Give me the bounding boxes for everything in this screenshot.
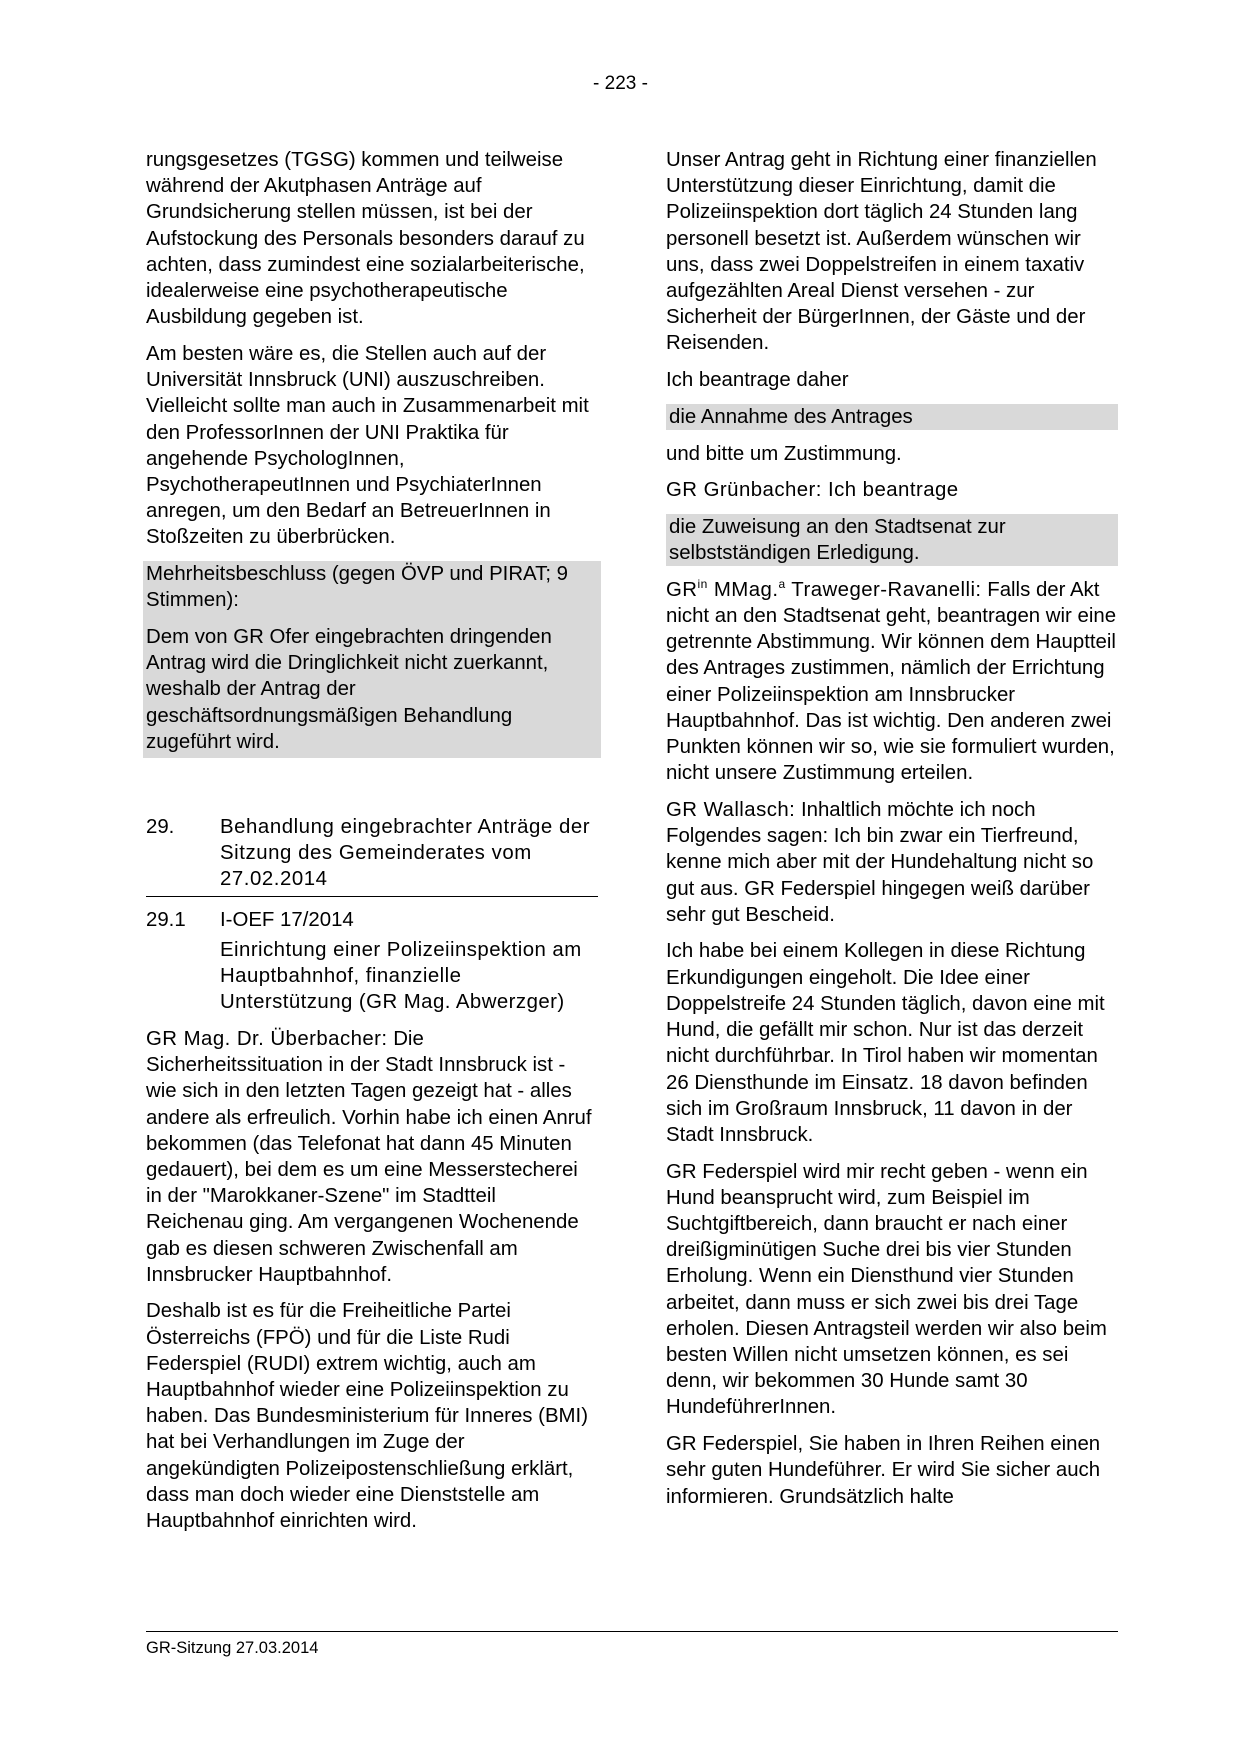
paragraph: Deshalb ist es für die Freiheitliche Partei Österreichs (FPÖ) und für die Liste Rudi Federspiel (RUDI) extrem wichtig, auch am Hauptbahnhof wieder eine Polizeiinspektion zu haben. Das Bundesministerium für Inneres (BMI) hat bei Verhandlungen im Zuge der angekündigten Polizeipostenschließung erklärt, dass man doch wieder eine Dienststelle am Hauptbahnhof einrichten wird. — [146, 1300, 588, 1533]
paragraph: Am besten wäre es, die Stellen auch auf der Universität Innsbruck (UNI) auszuschreiben. Vielleicht sollte man auch in Zusammenarbeit mit den ProfessorInnen der UNI Praktika für angehende PsychologInnen, PsychotherapeutInnen und PsychiaterInnen anregen, um den Bedarf an BetreuerInnen in Stoßzeiten zu überbrücken. — [146, 342, 589, 549]
paragraph: Ich beantrage daher — [666, 369, 849, 392]
agenda-item-29 — [146, 814, 598, 897]
speaker-surname: Traweger-Ravanelli: — [785, 578, 982, 601]
left-column — [146, 147, 598, 1545]
right-column — [666, 147, 1118, 1520]
paragraph: Unser Antrag geht in Richtung einer finanziellen Unterstützung dieser Einrichtung, damit die Polizeiinspektion dort täglich 24 Stunden lang personell besetzt ist. Außerdem wünschen wir uns, dass zwei Doppelstreifen in einem taxativ aufgezählten Areal Dienst versehen - zur Sicherheit der BürgerInnen, der Gäste und der Reisenden. — [666, 149, 1097, 355]
paragraph: GR Federspiel wird mir recht geben - wenn ein Hund beansprucht wird, zum Beispiel im Suchtgiftbereich, dann braucht er nach einer dreißigminütigen Suche drei bis vier Stunden Erholung. Wenn ein Diensthund vier Stunden arbeitet, dann muss er sich zwei bis drei Tage erholen. Diesen Antragsteil werden wir also beim besten Willen nicht umsetzen können, es sei denn, wir bekommen 30 Hunde samt 30 HundeführerInnen. — [666, 1160, 1107, 1419]
speech-text: Falls der Akt nicht an den Stadtsenat geht, beantragen wir eine getrennte Abstimmung. Wir können dem Hauptteil des Antrages zustimmen, nämlich der Errichtung einer Polizeiinspektion am Innsbrucker Hauptbahnhof. Das ist wichtig. Den anderen zwei Punkten können wir so, wie sie formuliert wurden, nicht unsere Zustimmung erteilen. — [666, 578, 1117, 785]
speaker-degree-suffix: a — [778, 576, 786, 591]
resolution-box — [143, 561, 601, 758]
speaker-line: GR Grünbacher: Ich beantrage — [666, 479, 959, 502]
agenda-item-title: Behandlung eingebrachter Anträge der Sitzung des Gemeinderates vom 27.02.2014 — [220, 815, 591, 891]
subitem-reference: I-OEF 17/2014 — [220, 908, 354, 931]
subitem-title: Einrichtung einer Polizeiinspektion am Hauptbahnhof, finanzielle Unterstützung (GR Mag. Abwerzger) — [220, 938, 582, 1014]
speech-paragraph — [146, 1026, 598, 1288]
speaker-title-suffix: in — [697, 576, 708, 591]
speech-paragraph — [666, 797, 1118, 928]
paragraph: GR Federspiel, Sie haben in Ihren Reihen einen sehr guten Hundeführer. Er wird Sie sicher auch informieren. Grundsätzlich halte — [666, 1433, 1101, 1508]
motion-highlight: die Annahme des Antrages — [666, 404, 1118, 430]
page-number: - 223 - — [593, 73, 648, 94]
footer-text: GR-Sitzung 27.03.2014 — [146, 1639, 319, 1657]
agenda-item-number: 29. — [146, 815, 175, 838]
paragraph: Ich habe bei einem Kollegen in diese Richtung Erkundigungen eingeholt. Die Idee einer Doppelstreife 24 Stunden täglich, davon eine mit Hund, die gefällt mir schon. Nur ist das derzeit nicht durchführbar. In Tirol haben wir momentan 26 Diensthunde im Einsatz. 18 davon befinden sich im Großraum Innsbruck, 11 davon in der Stadt Innsbruck. — [666, 940, 1105, 1146]
footer-rule — [146, 1631, 1118, 1632]
paragraph: rungsgesetzes (TGSG) kommen und teilweise während der Akutphasen Anträge auf Grundsicherung stellen müssen, ist bei der Aufstockung des Personals besonders darauf zu achten, dass zumindest eine sozialarbeiterische, idealerweise eine psychotherapeutische Ausbildung gegeben ist. — [146, 149, 585, 329]
speaker-name — [666, 576, 982, 601]
speech-text: Die Sicherheitssituation in der Stadt Innsbruck ist - wie sich in den letzten Tagen gezeigt hat - alles andere als erfreulich. Vorhin habe ich einen Anruf bekommen (das Telefonat hat dann 45 Minuten gedauert), bei dem es um eine Messerstecherei in der "Marokkaner-Szene" im Stadtteil Reichenau ging. Am vergangenen Wochenende gab es diesen schweren Zwischenfall am Innsbrucker Hauptbahnhof. — [146, 1027, 592, 1286]
resolution-text: Dem von GR Ofer eingebrachten dringenden Antrag wird die Dringlichkeit nicht zuerkannt, weshalb der Antrag der geschäftsordnungsmäßigen Behandlung zugeführt wird. — [146, 625, 552, 753]
speaker-name: GR Mag. Dr. Überbacher: — [146, 1027, 388, 1050]
speech-paragraph — [666, 577, 1118, 787]
paragraph: und bitte um Zustimmung. — [666, 442, 902, 465]
speech-text: Inhaltlich möchte ich noch Folgendes sagen: Ich bin zwar ein Tierfreund, kenne mich aber mit der Hundehaltung nicht so gut aus. GR Federspiel hingegen weiß darüber sehr gut Bescheid. — [666, 798, 1094, 926]
speaker-title: GR — [666, 578, 698, 601]
subitem-number: 29.1 — [146, 908, 186, 931]
agenda-subitem-29-1 — [146, 907, 598, 933]
speaker-name: GR Wallasch: — [666, 798, 796, 821]
motion-highlight: die Zuweisung an den Stadtsenat zur selbstständigen Erledigung. — [666, 514, 1118, 566]
spacer — [146, 758, 598, 814]
speaker-degree: MMag. — [707, 578, 779, 601]
resolution-heading: Mehrheitsbeschluss (gegen ÖVP und PIRAT; 9 Stimmen): — [146, 563, 569, 612]
